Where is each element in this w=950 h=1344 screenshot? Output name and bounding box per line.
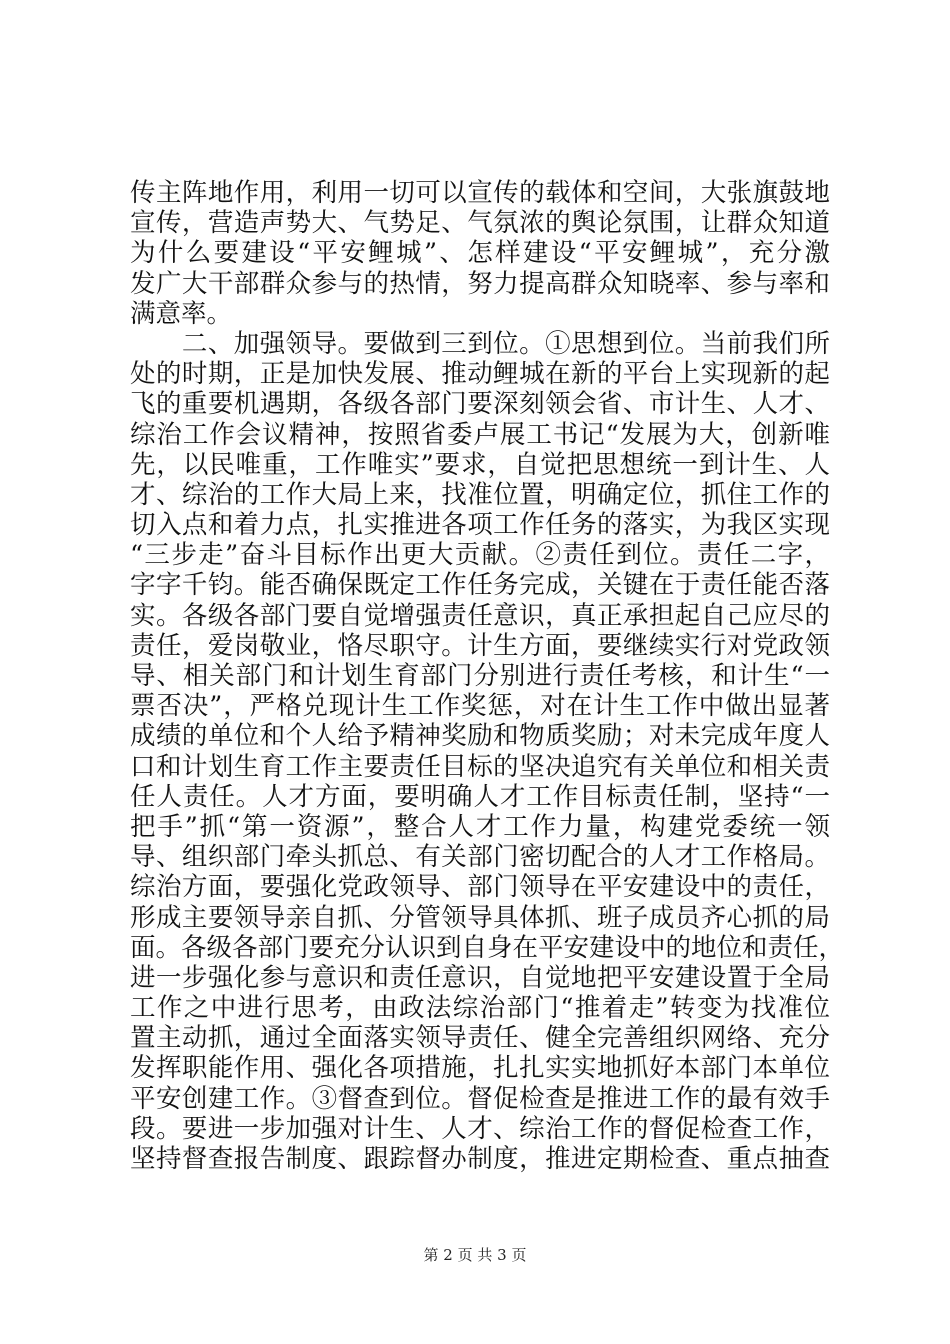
page-footer	[0, 1244, 950, 1265]
text-line: “三步走”奋斗目标作出更大贡献。②责任到位。责任二字，	[130, 540, 830, 571]
text-line: 发广大干部群众参与的热情，努力提高群众知晓率、参与率和	[130, 268, 830, 299]
text-line: 票否决”，严格兑现计生工作奖惩，对在计生工作中做出显著	[130, 691, 830, 722]
text-line: 责任，爱岗敬业，恪尽职守。计生方面，要继续实行对党政领	[130, 630, 830, 661]
text-line: 为什么要建设“平安鲤城”、怎样建设“平安鲤城”，充分激	[130, 238, 830, 269]
text-line: 口和计划生育工作主要责任目标的坚决追究有关单位和相关责	[130, 751, 830, 782]
text-line: 综治方面，要强化党政领导、部门领导在平安建设中的责任，	[130, 872, 830, 903]
text-line: 处的时期，正是加快发展、推动鲤城在新的平台上实现新的起	[130, 359, 830, 390]
text-line: 工作之中进行思考，由政法综治部门“推着走”转变为找准位	[130, 993, 830, 1024]
text-line: 坚持督查报告制度、跟踪督办制度，推进定期检查、重点抽查	[130, 1144, 830, 1174]
page-number-label: 第 2 页 共 3 页	[423, 1246, 527, 1264]
text-line: 切入点和着力点，扎实推进各项工作任务的落实，为我区实现	[130, 510, 830, 541]
text-line: 任人责任。人才方面，要明确人才工作目标责任制，坚持“一	[130, 781, 830, 812]
text-line: 综治工作会议精神，按照省委卢展工书记“发展为大，创新唯	[130, 419, 830, 450]
text-line: 把手”抓“第一资源”，整合人才工作力量，构建党委统一领	[130, 811, 830, 842]
text-line: 平安创建工作。③督查到位。督促检查是推进工作的最有效手	[130, 1083, 830, 1114]
text-line: 二、加强领导。要做到三到位。①思想到位。当前我们所	[130, 328, 830, 359]
text-line: 面。各级各部门要充分认识到自身在平安建设中的地位和责任，	[130, 932, 845, 963]
text-line: 段。要进一步加强对计生、人才、综治工作的督促检查工作，	[130, 1113, 830, 1144]
text-line: 字字千钧。能否确保既定工作任务完成，关键在于责任能否落	[130, 570, 830, 601]
text-line: 形成主要领导亲自抓、分管领导具体抓、班子成员齐心抓的局	[130, 902, 830, 933]
text-line: 实。各级各部门要自觉增强责任意识，真正承担起自己应尽的	[130, 600, 830, 631]
text-line: 导、组织部门牵头抓总、有关部门密切配合的人才工作格局。	[130, 842, 830, 873]
text-line: 宣传，营造声势大、气势足、气氛浓的舆论氛围，让群众知道	[130, 208, 830, 239]
text-line: 满意率。	[130, 298, 233, 329]
text-line: 进一步强化参与意识和责任意识，自觉地把平安建设置于全局	[130, 962, 830, 993]
text-line: 先，以民唯重，工作唯实”要求，自觉把思想统一到计生、人	[130, 449, 830, 480]
text-line: 导、相关部门和计划生育部门分别进行责任考核，和计生“一	[130, 661, 830, 691]
body-text	[130, 178, 845, 1174]
text-line: 成绩的单位和个人给予精神奖励和物质奖励；对未完成年度人	[130, 721, 830, 752]
text-line: 才、综治的工作大局上来，找准位置，明确定位，抓住工作的	[130, 479, 830, 510]
text-line: 发挥职能作用、强化各项措施，扎扎实实地抓好本部门本单位	[130, 1053, 830, 1084]
text-line: 置主动抓，通过全面落实领导责任、健全完善组织网络、充分	[130, 1023, 830, 1054]
text-line: 飞的重要机遇期，各级各部门要深刻领会省、市计生、人才、	[130, 389, 830, 420]
text-line: 传主阵地作用，利用一切可以宣传的载体和空间，大张旗鼓地	[130, 178, 830, 208]
